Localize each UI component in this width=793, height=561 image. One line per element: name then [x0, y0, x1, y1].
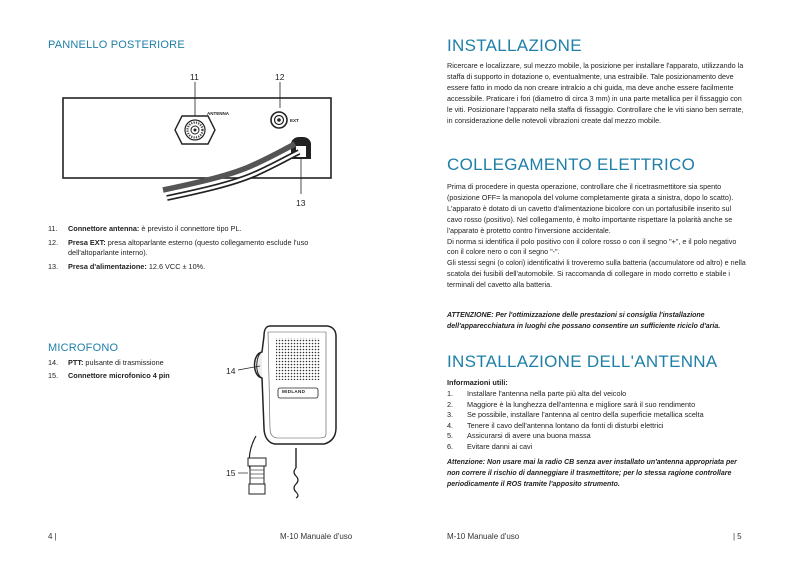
list-item: 12. Presa EXT: presa altoparlante esterno (questo collegamento esclude l'uso dell'altoparlante interno). [48, 237, 309, 258]
list-item: 13. Presa d'alimentazione: 12.6 VCC ± 10%. [48, 261, 206, 271]
callout-13: 13 [296, 198, 306, 208]
rear-panel-diagram [55, 66, 340, 212]
collegamento-paragraph: Di norma si identifica il polo positivo con il colore rosso o con il segno "+", e il polo negativo con il colore nero o con il segno "-". [447, 236, 737, 257]
microphone-title: MICROFONO [48, 342, 119, 354]
microphone-list [48, 358, 238, 381]
mic-connector [248, 458, 266, 494]
rear-panel-list [48, 224, 358, 272]
collegamento-paragraph: Prima di procedere in questa operazione, controllare che il ricetrasmettitore sia spento (posizione OFF= la manopola del volume completamente girata a sinistra, dopo lo scatto). [447, 182, 734, 202]
installazione-title: INSTALLAZIONE [447, 36, 582, 55]
rear-panel-title: PANNELLO POSTERIORE [48, 39, 185, 51]
antenna-connector [175, 116, 215, 144]
installazione-body: Ricercare e localizzare, sul mezzo mobile, la posizione per installare l'apparato, utilizzando la staffa di supporto in dotazione o, eventualmente, una estraibile. Tale posizionamento deve essere fatto in modo da non creare intralcio a chi guida, ma deve anche essere facilmente accessibile. Praticare i fori (diametro di circa 3 mm) in una parte metallica per il fissaggio con le viti. Posizionare l'apparato nella staffa di fissaggio. Controllare che le viti siano ben serrate, in considerazione delle notevoli vibrazioni create dal mezzo mobile. [447, 61, 744, 125]
microphone-drawing [218, 318, 348, 508]
list-item: 14. PTT: pulsante di trasmissione [48, 358, 164, 367]
list-item: 4. Tenere il cavo dell'antenna lontano da fonti di disturbi elettrici [447, 420, 664, 430]
antenna-panel-label: ANTENNA [207, 111, 229, 116]
list-item: 6. Evitare danni ai cavi [447, 441, 533, 451]
collegamento-body [447, 182, 747, 291]
list-item: 2. Maggiore è la lunghezza dell'antenna e migliore sarà il suo rendimento [447, 399, 696, 409]
list-item: 15. Connettore microfonico 4 pin [48, 370, 170, 380]
mic-brand-logo: MIDLAND [282, 389, 306, 394]
antenna-note: Attenzione: Non usare mai la radio CB senza aver installato un'antenna appropriata per non correre il rischio di danneggiare il trasmettitore; per lo stessa ragione controllare periodicamente il ROS tramite l'apposito strumento. [447, 459, 737, 488]
right-footer-manual: M-10 Manuale d'uso [447, 532, 520, 541]
list-item: 11. Connettore antenna: è previsto il connettore tipo PL. [48, 224, 242, 233]
callout-11: 11 [190, 72, 199, 82]
ext-jack [271, 112, 287, 128]
antenna-title: INSTALLAZIONE DELL'ANTENNA [447, 352, 718, 371]
list-item: 5. Assicurarsi di avere una buona massa [447, 431, 591, 441]
list-item: 3. Se possibile, installare l'antenna al centro della superficie metallica scelta [447, 410, 704, 420]
mic-grille [276, 338, 320, 380]
right-page-number: | 5 [733, 532, 742, 541]
callout-15: 15 [226, 468, 236, 478]
list-item: 1. Installare l'antenna nella parte più alta del veicolo [447, 389, 627, 398]
left-page-number: 4 | [48, 532, 57, 541]
antenna-list [447, 389, 747, 453]
ext-panel-label: EXT [290, 118, 299, 123]
collegamento-title: COLLEGAMENTO ELETTRICO [447, 155, 696, 174]
collegamento-paragraph: Gli stessi segni (o colori) identificativi li troveremo sulla batteria (accumulatore od altro) e nella scatola dei fusibili dell'automobile. Si raccomanda di collegare in modo corretto e stabile i terminali del cavetto alla batteria. [447, 258, 746, 290]
callout-14: 14 [226, 366, 236, 376]
callout-12: 12 [275, 72, 285, 82]
left-footer-manual: M-10 Manuale d'uso [280, 532, 353, 541]
collegamento-paragraph: L'apparato è dotato di un cavetto d'alimentazione bicolore con un portafusibile inserito sul cavo rosso (positivo). Nel collegamento, è molto importante rispettare la polarità anche se l'apparato è protetto contro l'inversione accidentale. [447, 203, 733, 235]
collegamento-note: ATTENZIONE: Per l'ottimizzazione delle prestazioni si consiglia l'installazione dell'apparecchiatura in luoghi che possano consentire un sufficiente riciclo d'aria. [447, 312, 721, 330]
antenna-subtitle: Informazioni utili: [447, 378, 508, 387]
